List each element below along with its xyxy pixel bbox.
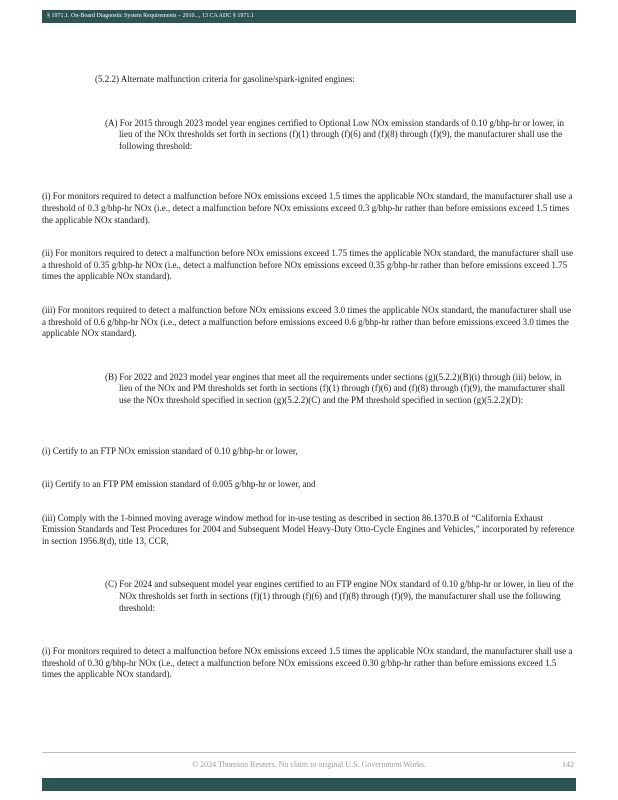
- para-b: (B) For 2022 and 2023 model year engines that meet all the requirements under sections (g)(5.2.2)(B)(i) through (iii) below, in lieu of the NOx and PM thresholds set forth in sections (f)(1) through (f)(6) and (f)(8) through (f)(9), the manufacturer shall use the NOx threshold specified in section (g)(5.2.2)(C) and the PM threshold specified in section (g)(5.2.2)(D):: [105, 371, 566, 405]
- page-footer-bar: [42, 778, 576, 791]
- para-5-2-2: (5.2.2) Alternate malfunction criteria for gasoline/spark-ignited engines:: [95, 74, 355, 84]
- para-a-iii: (iii) For monitors required to detect a malfunction before NOx emissions exceed 3.0 times the applicable NOx standard, the manufacturer shall use a threshold of 0.6 g/bhp-hr NOx (i.e., detect a malfunction before emissions exceed 0.6 g/bhp-hr rather than before emissions exceed 3.0 times the applicable NOx standard).: [42, 304, 572, 339]
- para-a-i: (i) For monitors required to detect a malfunction before NOx emissions exceed 1.5 times the applicable NOx standard, the manufacturer shall use a threshold of 0.3 g/bhp-hr NOx (i.e., detect a malfunction before NOx emissions exceed 0.3 g/bhp-hr rather than before emissions exceed 1.5 times the applicable NOx standard).: [42, 191, 573, 225]
- header-citation: § 1971.1. On-Board Diagnostic System Requirements – 2010..., 13 CA ADC § 1971.1: [47, 13, 254, 19]
- para-a-ii: (ii) For monitors required to detect a malfunction before NOx emissions exceed 1.75 times the applicable NOx standard, the manufacturer shall use a threshold of 0.35 g/bhp-hr NOx (i.e., detect a malfunction before NOx emissions exceed 0.35 g/bhp-hr rather than before emissions exceed 1.75 times the applicable NOx standard).: [42, 248, 574, 282]
- para-b-iii: (iii) Comply with the 1-binned moving average window method for in-use testing as described in section 86.1370.B of “California Exhaust Emission Standards and Test Procedures for 2004 and Subsequent Model Heavy-Duty Otto-Cycle Engines and Vehicles,” incorporated by reference in section 1956.8(d), title 13, CCR,: [42, 512, 575, 546]
- footer-page-number: 142: [562, 760, 574, 769]
- footer-divider: [42, 752, 576, 753]
- para-c-i: (i) For monitors required to detect a malfunction before NOx emissions exceed 1.5 times the applicable NOx standard, the manufacturer shall use a threshold of 0.30 g/bhp-hr NOx (i.e., detect a malfunction before NOx emissions exceed 0.30 g/bhp-hr rather than before emissions exceed 1.5 times the applicable NOx standard).: [42, 646, 573, 680]
- para-b-i: (i) Certify to an FTP NOx emission standard of 0.10 g/bhp-hr or lower,: [42, 445, 298, 456]
- para-a: (A) For 2015 through 2023 model year engines certified to Optional Low NOx emission standards of 0.10 g/bhp-hr or lower, in lieu of the NOx thresholds set forth in sections (f)(1) through (f)(6) and (f)(8) through (f)(9), the manufacturer shall use the following threshold:: [105, 117, 565, 151]
- page-header-bar: [42, 10, 576, 23]
- para-c: (C) For 2024 and subsequent model year engines certified to an FTP engine NOx standard of 0.10 g/bhp-hr or lower, in lieu of the NOx thresholds set forth in sections (f)(1) through (f)(6) and (f)(8) through (f)(9), the manufacturer shall use the following threshold:: [105, 579, 574, 613]
- footer-copyright: © 2024 Thomson Reuters. No claim to original U.S. Government Works.: [191, 760, 426, 769]
- document-body: [42, 74, 576, 703]
- page-footer: [42, 760, 576, 772]
- para-b-ii: (ii) Certify to an FTP PM emission standard of 0.005 g/bhp-hr or lower, and: [42, 479, 316, 490]
